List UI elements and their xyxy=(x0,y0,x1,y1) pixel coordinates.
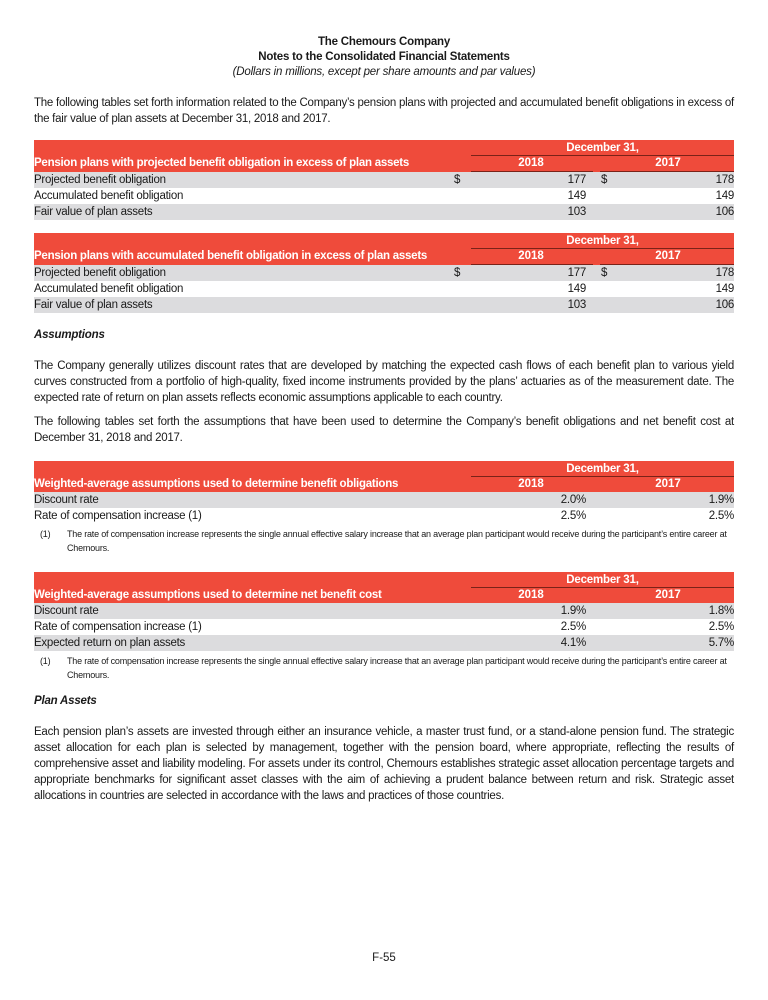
header-divider xyxy=(471,248,734,249)
table-title: Weighted-average assumptions used to determine benefit obligations xyxy=(34,478,399,490)
header-divider xyxy=(471,155,734,156)
value-2017: 149 xyxy=(715,283,734,295)
row-label: Discount rate xyxy=(34,494,99,506)
row-label: Rate of compensation increase (1) xyxy=(34,621,202,633)
value-2017: 5.7% xyxy=(708,637,734,649)
value-2018: 103 xyxy=(567,206,586,218)
table-row xyxy=(34,635,734,651)
row-label: Fair value of plan assets xyxy=(34,299,153,311)
table-row xyxy=(34,603,734,619)
row-label: Rate of compensation increase (1) xyxy=(34,510,202,522)
value-2017: 106 xyxy=(715,299,734,311)
footnote-marker: (1) xyxy=(40,656,51,666)
currency-symbol: $ xyxy=(601,174,608,186)
value-2017: 178 xyxy=(715,267,734,279)
units-subtitle: (Dollars in millions, except per share amounts and par values) xyxy=(232,66,536,78)
header-divider xyxy=(471,587,734,588)
table-benefit-obligation-assumptions xyxy=(34,461,734,524)
value-2018: 149 xyxy=(567,283,586,295)
column-2018: 2018 xyxy=(518,589,544,601)
value-2017: 1.8% xyxy=(708,605,734,617)
table-row xyxy=(34,172,734,188)
assumptions-intro-paragraph: The following tables set forth the assumptions that have been used to determine the Company’s benefit obligations and net benefit cost at December 31, 2018 and 2017. xyxy=(34,416,734,444)
table-title: Pension plans with projected benefit obligation in excess of plan assets xyxy=(34,157,409,169)
value-2017: 1.9% xyxy=(708,494,734,506)
footnote-text: The rate of compensation increase represents the single annual effective salary increase that an average plan participant would receive during the participant’s entire career at Chemours. xyxy=(67,529,727,553)
value-2018: 2.0% xyxy=(560,494,586,506)
value-2017: 2.5% xyxy=(708,621,734,633)
period-header: December 31, xyxy=(566,574,639,586)
table-row xyxy=(34,619,734,635)
row-label: Expected return on plan assets xyxy=(34,637,186,649)
column-2017: 2017 xyxy=(655,478,681,490)
table-header xyxy=(34,233,734,265)
row-label: Accumulated benefit obligation xyxy=(34,190,184,202)
row-label: Projected benefit obligation xyxy=(34,174,166,186)
column-2017: 2017 xyxy=(655,250,681,262)
table-projected-benefit-obligation xyxy=(34,140,734,220)
value-2017: 2.5% xyxy=(708,510,734,522)
table-row xyxy=(34,281,734,297)
table-row xyxy=(34,492,734,508)
footnote-text: The rate of compensation increase represents the single annual effective salary increase that an average plan participant would receive during the participant’s entire career at Chemours. xyxy=(67,656,727,680)
table-header xyxy=(34,572,734,603)
table-row xyxy=(34,297,734,313)
column-2018: 2018 xyxy=(518,157,544,169)
table-row xyxy=(34,265,734,281)
header-divider xyxy=(471,476,734,477)
currency-symbol: $ xyxy=(454,174,461,186)
period-header: December 31, xyxy=(566,142,639,154)
assumptions-paragraph: The Company generally utilizes discount rates that are developed by matching the expected cash flows of each benefit plan to various yield curves constructed from a portfolio of high-quality, fixed income instruments provided by the plans’ actuaries as of the measurement date. The expected rate of return on plan assets reflects economic assumptions applicable to each country. xyxy=(34,360,734,404)
value-2018: 103 xyxy=(567,299,586,311)
plan-assets-paragraph: Each pension plan’s assets are invested through either an insurance vehicle, a master trust fund, or a stand-alone pension fund. The strategic asset allocation for each plan is selected by management, together with the pension board, where appropriate, reflecting the results of comprehensive asset and liability modeling. For assets under its control, Chemours establishes strategic asset allocation percentage targets and appropriate benchmarks for significant asset classes with the aim of achieving a prudent balance between return and risk. Strategic asset allocations in countries are selected in accordance with the laws and practices of those countries. xyxy=(34,726,734,802)
company-name: The Chemours Company xyxy=(317,36,451,48)
row-label: Discount rate xyxy=(34,605,99,617)
value-2018: 4.1% xyxy=(560,637,586,649)
period-header: December 31, xyxy=(566,463,639,475)
table-title: Weighted-average assumptions used to determine net benefit cost xyxy=(34,589,382,601)
column-2018: 2018 xyxy=(518,478,544,490)
table-row xyxy=(34,204,734,220)
period-header: December 31, xyxy=(566,235,639,247)
value-2018: 149 xyxy=(567,190,586,202)
value-2017: 149 xyxy=(715,190,734,202)
column-2017: 2017 xyxy=(655,157,681,169)
value-2018: 1.9% xyxy=(560,605,586,617)
value-2018: 177 xyxy=(567,267,586,279)
value-2018: 2.5% xyxy=(560,510,586,522)
plan-assets-heading: Plan Assets xyxy=(34,695,97,707)
notes-title: Notes to the Consolidated Financial Statements xyxy=(258,51,510,63)
currency-symbol: $ xyxy=(454,267,461,279)
value-2018: 2.5% xyxy=(560,621,586,633)
column-2017: 2017 xyxy=(655,589,681,601)
value-2017: 178 xyxy=(715,174,734,186)
assumptions-heading: Assumptions xyxy=(34,329,105,341)
table-net-benefit-cost-assumptions xyxy=(34,572,734,651)
row-label: Projected benefit obligation xyxy=(34,267,166,279)
row-label: Accumulated benefit obligation xyxy=(34,283,184,295)
table-accumulated-benefit-obligation xyxy=(34,233,734,313)
intro-paragraph: The following tables set forth information related to the Company’s pension plans with projected and accumulated benefit obligations in excess of the fair value of plan assets at December 31, 2018 and 2017. xyxy=(34,97,734,125)
column-2018: 2018 xyxy=(518,250,544,262)
footnote-marker: (1) xyxy=(40,529,51,539)
table-row xyxy=(34,508,734,524)
value-2017: 106 xyxy=(715,206,734,218)
page-number: F-55 xyxy=(372,952,396,964)
row-label: Fair value of plan assets xyxy=(34,206,153,218)
table-row xyxy=(34,188,734,204)
table-header xyxy=(34,461,734,492)
table-header xyxy=(34,140,734,172)
currency-symbol: $ xyxy=(601,267,608,279)
table-title: Pension plans with accumulated benefit obligation in excess of plan assets xyxy=(34,250,428,262)
value-2018: 177 xyxy=(567,174,586,186)
